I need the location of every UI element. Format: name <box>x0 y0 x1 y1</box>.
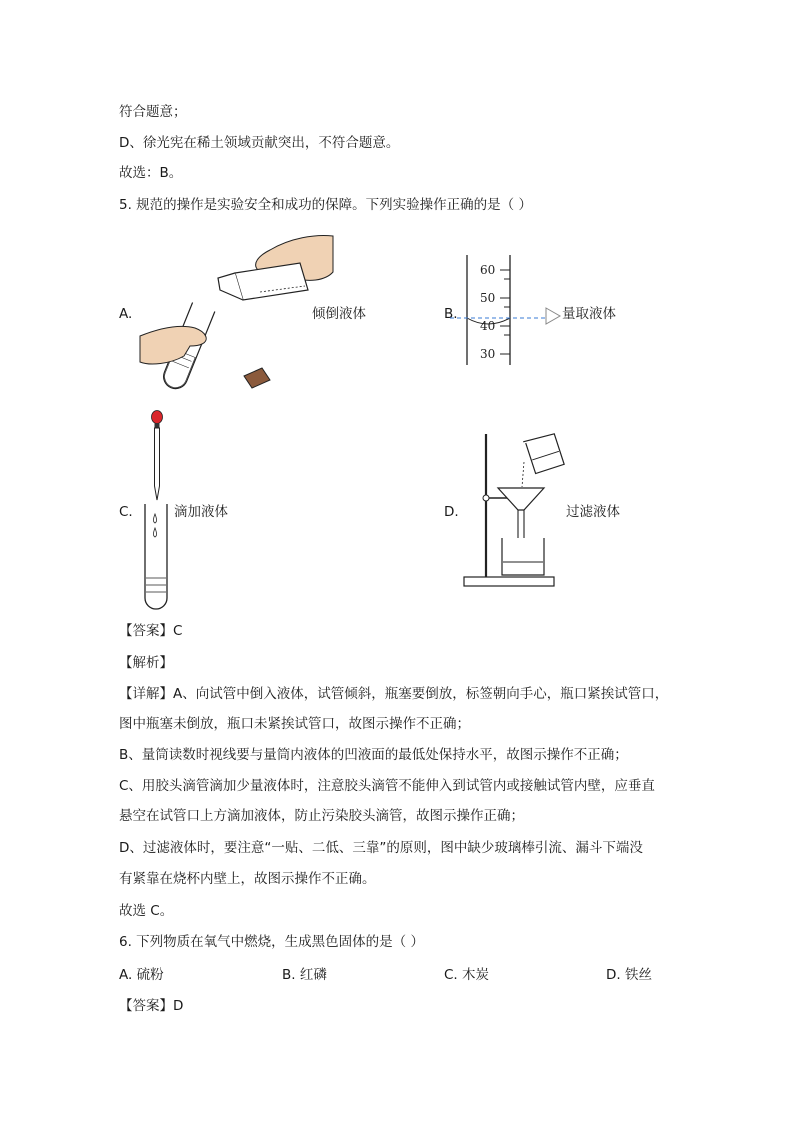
answer-6: 【答案】D <box>119 998 184 1014</box>
option-b-letter: B. <box>444 306 458 322</box>
analysis-line: D、过滤液体时，要注意“一贴、二低、三靠”的原则，图中缺少玻璃棒引流、漏斗下端没 <box>119 840 643 856</box>
option-a-caption: 倾倒液体 <box>312 306 366 322</box>
question-5-stem: 5. 规范的操作是实验安全和成功的保障。下列实验操作正确的是（ ） <box>119 197 532 213</box>
pouring-liquid-figure <box>140 228 340 403</box>
text-line: D、徐光宪在稀土领域贡献突出，不符合题意。 <box>119 135 400 151</box>
filtration-figure <box>462 432 572 592</box>
reagent-bottle <box>235 263 308 300</box>
stopper-icon <box>244 368 270 388</box>
analysis-line: 【详解】A、向试管中倒入液体，试管倾斜，瓶塞要倒放，标签朝向手心，瓶口紧挨试管口， <box>119 686 669 702</box>
analysis-line: 图中瓶塞未倒放，瓶口未紧挨试管口，故图示操作不正确； <box>119 716 470 732</box>
analysis-line: 悬空在试管口上方滴加液体，防止污染胶头滴管，故图示操作正确； <box>119 808 524 824</box>
analysis-line: 有紧靠在烧杯内壁上，故图示操作不正确。 <box>119 871 376 887</box>
answer-5: 【答案】C <box>119 623 183 639</box>
text-line: 符合题意； <box>119 104 187 120</box>
tick-label: 60 <box>480 263 496 277</box>
graduated-cylinder-figure <box>450 250 570 370</box>
analysis-line: C、用胶头滴管滴加少量液体时，注意胶头滴管不能伸入到试管内或接触试管内壁，应垂直 <box>119 778 655 794</box>
analysis-line: B、量筒读数时视线要与量筒内液体的凹液面的最低处保持水平，故图示操作不正确； <box>119 747 628 763</box>
option-c-caption: 滴加液体 <box>174 504 228 520</box>
q6-option-c: C. 木炭 <box>444 967 490 983</box>
stand-base <box>464 577 554 586</box>
tick-label: 40 <box>480 319 496 333</box>
question-6-stem: 6. 下列物质在氧气中燃烧，生成黑色固体的是（ ） <box>119 934 424 950</box>
funnel <box>498 488 544 510</box>
q6-option-a: A. 硫粉 <box>119 967 164 983</box>
option-c-letter: C. <box>119 504 133 520</box>
eye-icon <box>546 308 560 324</box>
conclusion-5: 故选 C。 <box>119 903 174 919</box>
q6-option-b: B. 红磷 <box>282 967 327 983</box>
tick-label: 30 <box>480 347 496 361</box>
analysis-heading: 【解析】 <box>119 655 173 671</box>
option-a-letter: A. <box>119 306 133 322</box>
q6-option-d: D. 铁丝 <box>606 967 652 983</box>
tick-label: 50 <box>480 291 496 305</box>
dropper-bulb <box>152 411 163 424</box>
beaker <box>502 538 544 575</box>
pouring-beaker <box>523 432 564 474</box>
option-b-caption: 量取液体 <box>562 306 616 322</box>
option-d-letter: D. <box>444 504 459 520</box>
option-d-caption: 过滤液体 <box>566 504 620 520</box>
text-line: 故选：B。 <box>119 165 183 181</box>
